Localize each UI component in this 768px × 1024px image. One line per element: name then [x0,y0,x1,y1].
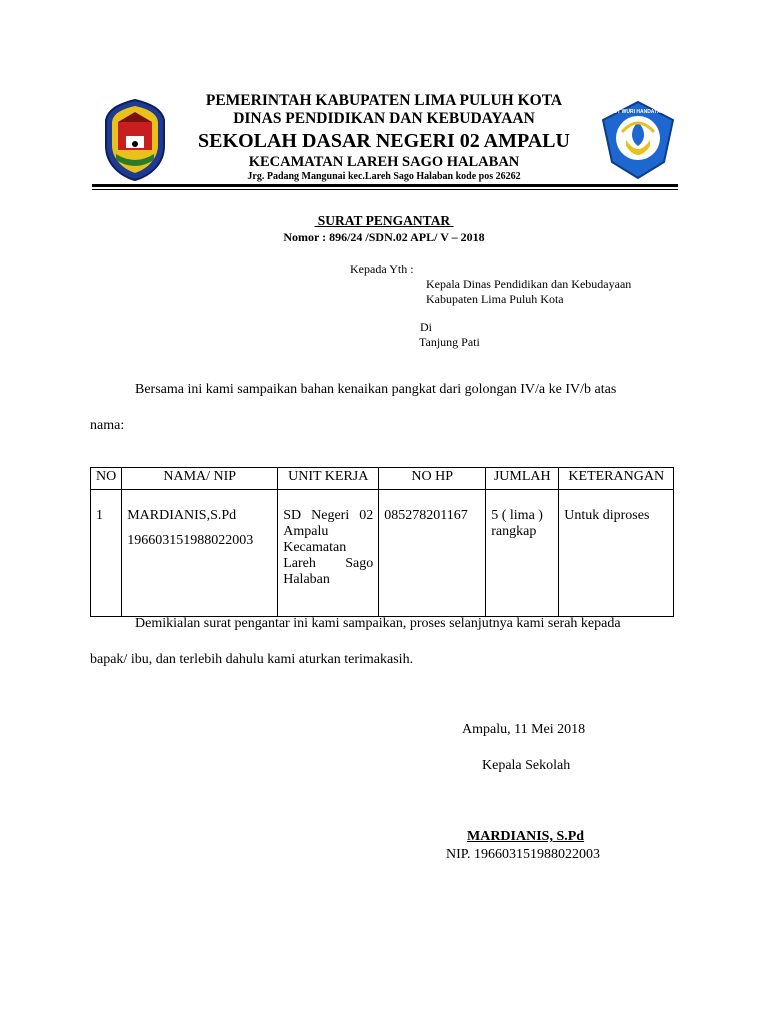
letterhead-government: PEMERINTAH KABUPATEN LIMA PULUH KOTA [205,92,563,109]
cell-name: MARDIANIS,S.Pd [127,508,237,523]
cell-count: 5 ( lima ) rangkap [486,490,559,617]
cell-name-nip [122,490,278,617]
cell-nip: 196603151988022003 [127,533,254,548]
table-header-row [91,468,674,490]
recipient-label: Kepada Yth : [350,262,414,276]
cell-no: 1 [91,490,122,617]
header-phone: NO HP [379,468,486,490]
header-count: JUMLAH [486,468,559,490]
intro-text-line-2: nama: [90,418,125,433]
header-name-nip: NAMA/ NIP [122,468,278,490]
letterhead-department: DINAS PENDIDIKAN DAN KEBUDAYAAN [233,110,535,127]
recipient-line-1: Kepala Dinas Pendidikan dan Kebudayaan [426,277,632,291]
letter-number: Nomor : 896/24 /SDN.02 APL/ V – 2018 [283,230,485,244]
signatory-nip: NIP. 196603151988022003 [446,847,601,862]
place-date: Ampalu, 11 Mei 2018 [462,722,586,737]
letterhead-divider-thin [92,189,678,190]
recipient-place: Tanjung Pati [419,335,480,349]
signatory-name: MARDIANIS, S.Pd [467,829,585,844]
letterhead-district: KECAMATAN LAREH SAGO HALABAN [248,154,520,170]
cell-notes: Untuk diproses [559,490,674,617]
letterhead-divider-thick [92,184,678,187]
signatory-position: Kepala Sekolah [482,758,571,773]
letterhead-school-name: SEKOLAH DASAR NEGERI 02 AMPALU [198,130,570,152]
cell-unit: SD Negeri 02 Ampalu Kecamatan Lareh Sago Halaban [278,490,379,617]
header-no: NO [91,468,122,490]
letterhead-address: Jrg. Padang Mangunai kec.Lareh Sago Halaban kode pos 26262 [247,171,521,182]
header-unit: UNIT KERJA [278,468,379,490]
recipient-line-2: Kabupaten Lima Puluh Kota [426,292,564,306]
intro-text-line-1: Bersama ini kami sampaikan bahan kenaikan pangkat dari golongan IV/a ke IV/b atas [135,382,617,397]
cell-phone: 085278201167 [379,490,486,617]
employee-table [90,467,674,617]
closing-text-line-1: Demikialan surat pengantar ini kami sampaikan, proses selanjutnya kami serah kepada [135,616,621,631]
logo-motto-text: TUT WURI HANDAYANI [610,109,666,115]
header-notes: KETERANGAN [559,468,674,490]
table-row [91,490,674,617]
recipient-di: Di [420,320,432,334]
closing-text-line-2: bapak/ ibu, dan terlebih dahulu kami aturkan terimakasih. [90,652,414,667]
letter-title: SURAT PENGANTAR [314,213,454,228]
